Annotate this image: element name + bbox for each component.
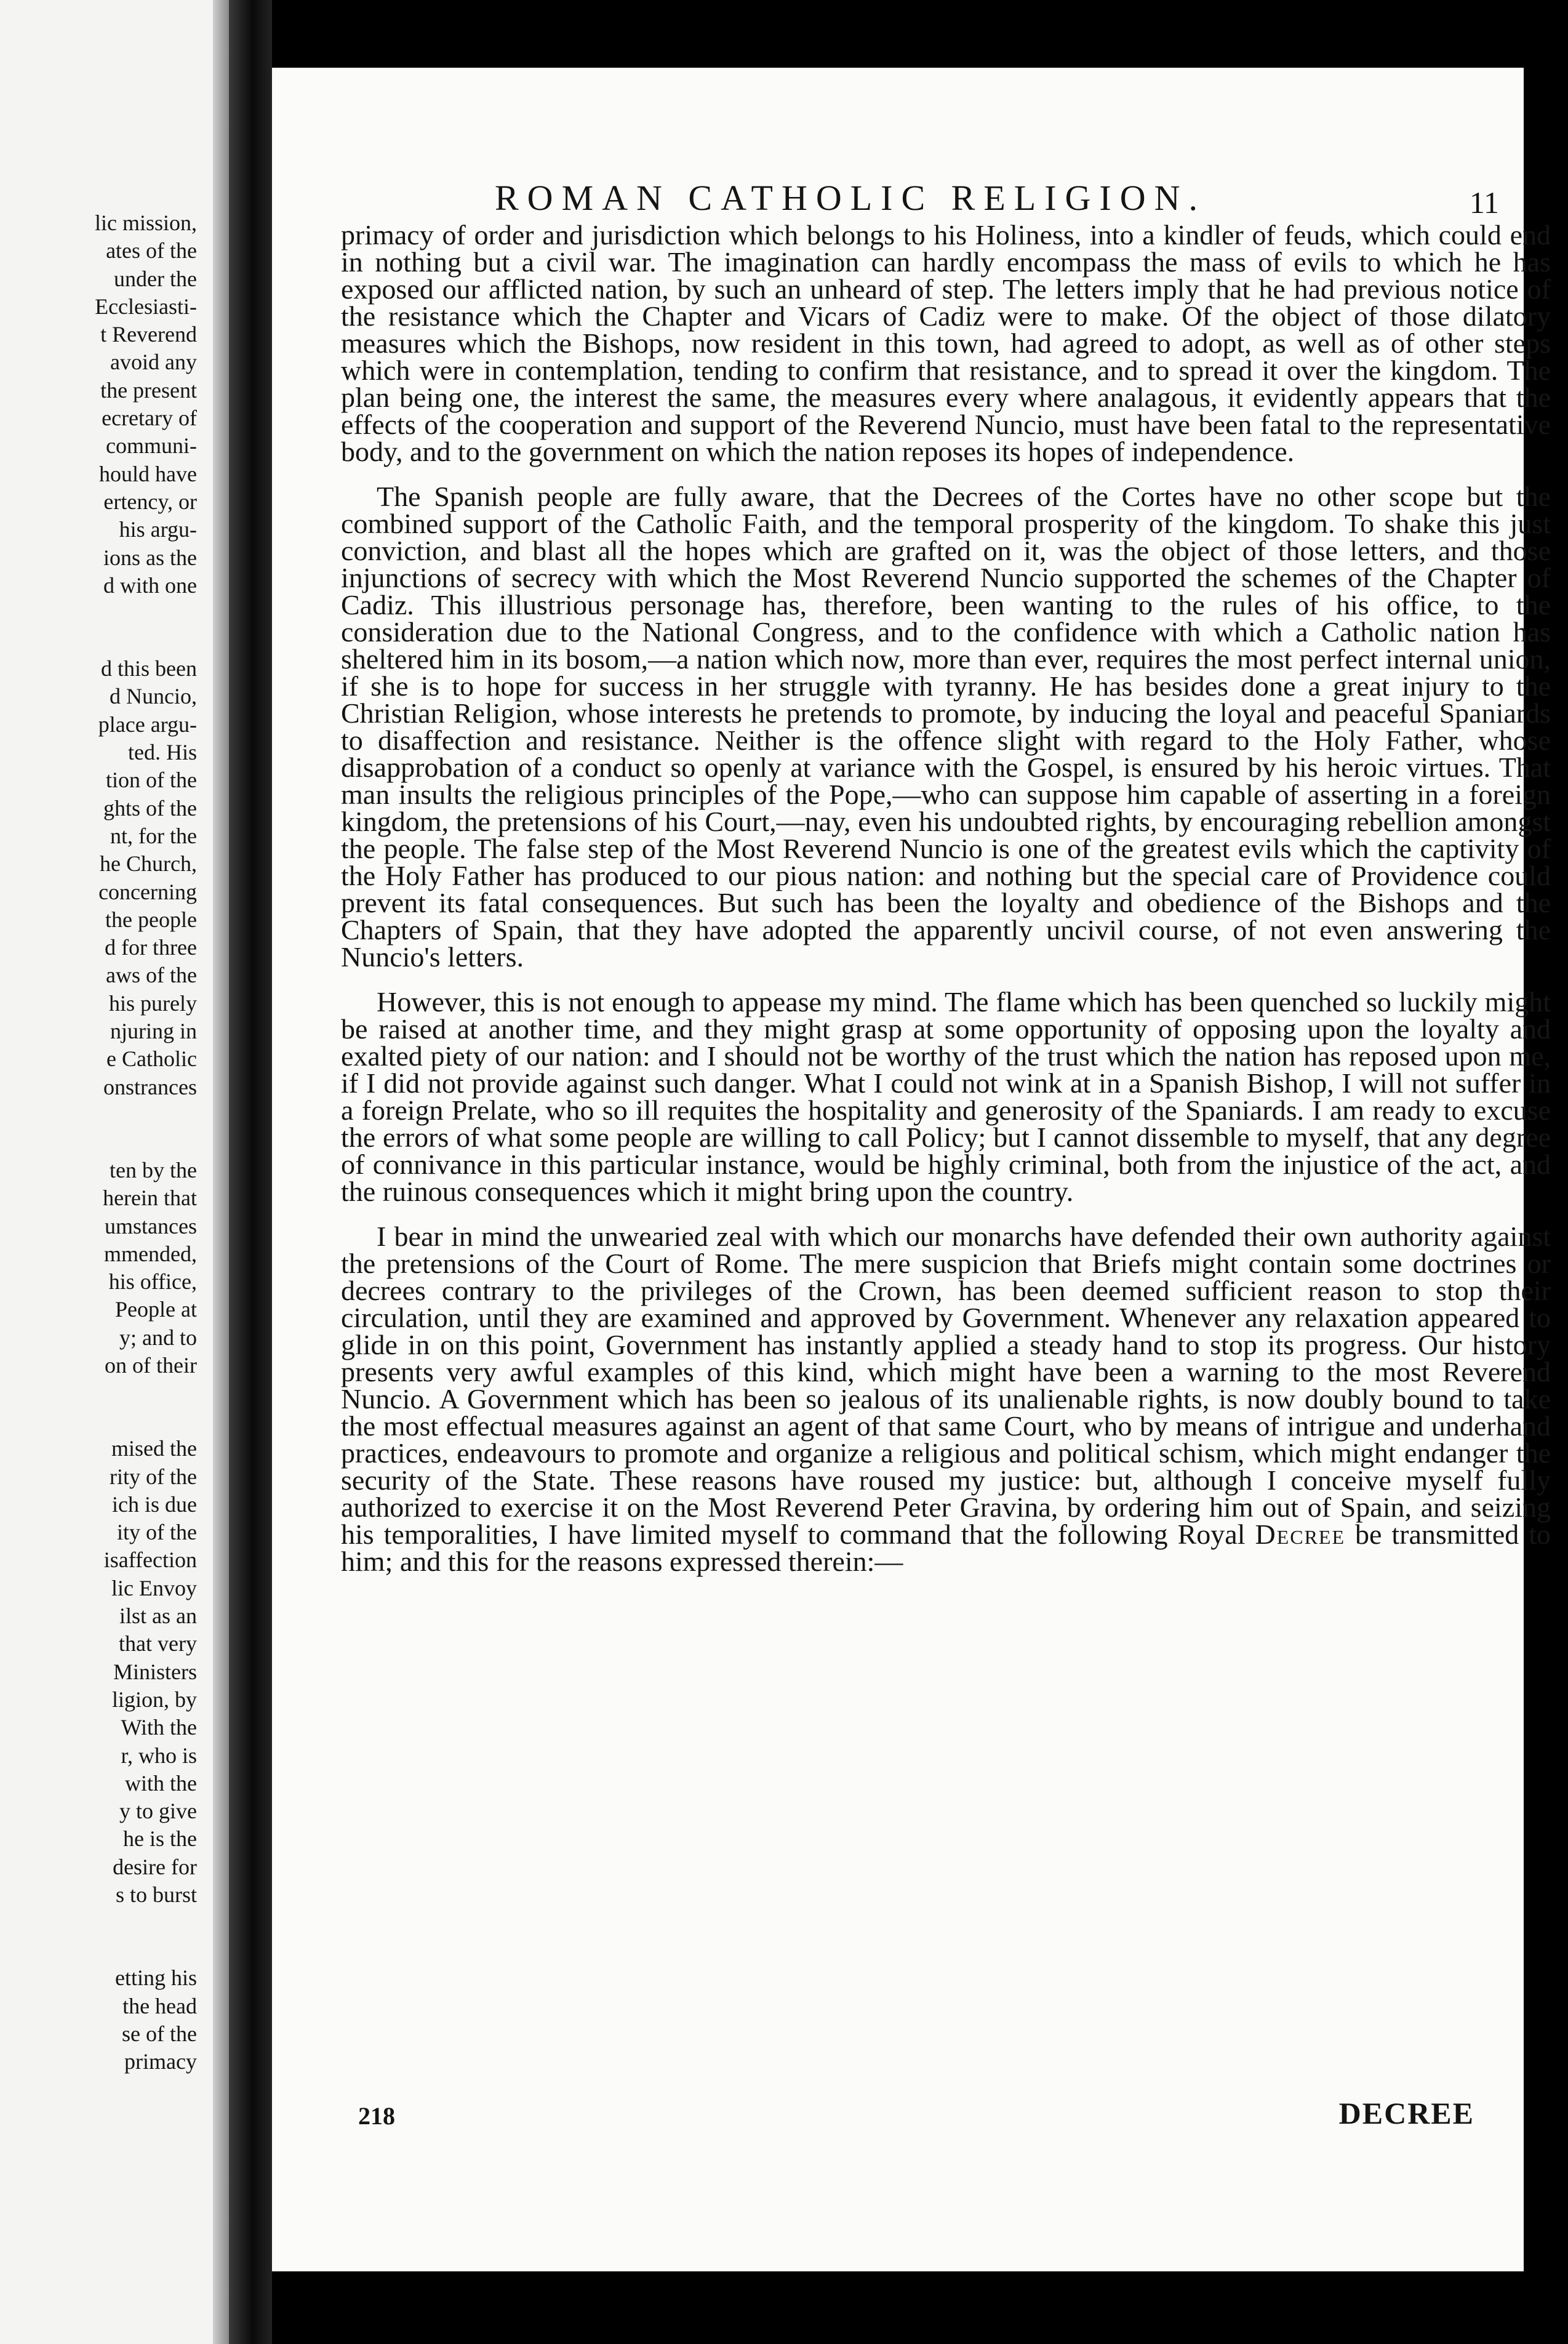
left-line: ity of the xyxy=(117,1520,197,1545)
left-line: d Nuncio, xyxy=(110,684,197,709)
left-line: he Church, xyxy=(100,851,197,877)
left-line: rity of the xyxy=(110,1464,197,1489)
left-line: avoid any xyxy=(110,350,197,375)
top-shadow xyxy=(240,0,1532,68)
left-line: se of the xyxy=(122,2021,197,2046)
signature-mark: 218 xyxy=(358,2102,395,2130)
left-line: r, who is xyxy=(121,1743,197,1768)
left-line: umstances xyxy=(105,1213,197,1238)
left-block-d xyxy=(0,1435,197,1909)
left-line: the present xyxy=(100,377,197,403)
left-line: the head xyxy=(122,1993,197,2018)
left-facing-page xyxy=(0,0,229,2344)
left-line: ghts of the xyxy=(103,795,197,821)
left-line: place argu- xyxy=(98,712,197,737)
paragraph: However, this is not enough to appease my mind. The flame which has been quenched so luckily might be raised at another time, and they might grasp at some opportunity of opposing upon the loyalty and exalted piety of our nation: and I should not be worthy of the trust which the nation has reposed upon me, if I did not provide against such danger. What I could not wink at in a Spanish Bishop, I will not suffer in a foreign Prelate, who so ill requites the hospitality and generosity of the Spaniards. I am ready to excuse the errors of what some people are willing to call Policy; but I cannot dissemble to myself, that any degree of connivance in this particular instance, would be highly criminal, both from the injustice of the act, and the ruinous consequences which it might bring upon the country. xyxy=(341,986,1551,1207)
left-line: his office, xyxy=(108,1269,197,1294)
left-page-edge xyxy=(213,0,229,2344)
left-line: etting his xyxy=(115,1965,197,1991)
right-page xyxy=(272,68,1551,2271)
left-line: aws of the xyxy=(106,963,197,988)
left-line: onstrances xyxy=(103,1074,197,1099)
left-line: isaffection xyxy=(103,1547,197,1573)
left-block-b xyxy=(0,655,197,1101)
left-line: y to give xyxy=(119,1799,197,1824)
left-line: mmended, xyxy=(104,1241,197,1266)
left-line: hould have xyxy=(99,461,197,486)
left-line: ates of the xyxy=(106,238,197,263)
left-line: with the xyxy=(125,1770,197,1796)
left-line: the people xyxy=(105,907,197,932)
left-gap xyxy=(0,1379,197,1435)
left-line: ions as the xyxy=(103,545,197,570)
left-line: ich is due xyxy=(112,1491,197,1517)
left-line: People at xyxy=(115,1297,197,1322)
left-line: d this been xyxy=(101,656,197,681)
left-line: ecretary of xyxy=(102,406,197,431)
left-line: s to burst xyxy=(115,1882,197,1908)
catchword: DECREE xyxy=(1338,2096,1474,2130)
left-line: d with one xyxy=(103,572,197,598)
left-line: With the xyxy=(121,1715,197,1740)
left-block-e xyxy=(0,1964,197,2076)
left-line: ligion, by xyxy=(111,1687,197,1712)
left-line: ertency, or xyxy=(103,489,197,514)
left-block-a xyxy=(0,209,197,600)
paragraph: The Spanish people are fully aware, that the Decrees of the Cortes have no other scope but the combined support of the Catholic Faith, and the temporal prosperity of the kingdom. To shake this just conviction, and blast all the hopes which are grafted on it, was the object of those letters, and those injunctions of secrecy with which the Most Reverend Nuncio supported the schemes of the Chapter of Cadiz. This illustrious personage has, therefore, been wanting to the rules of his office, to the consideration due to the National Congress, and to the confidence with which a Catholic nation has sheltered him in its bosom,—a nation which now, more than ever, requires the most perfect internal union, if she is to hope for success in her struggle with tyranny. He has besides done a great injury to the Christian Religion, whose interests he pretends to promote, by inducing the loyal and peaceful Spaniards to disaffection and resistance. Neither is the offence slight with regard to the Holy Father, whose disapprobation of a conduct so openly at variance with the Gospel, is ensured by his heroic virtues. That man insults the religious principles of the Pope,—who can suppose him capable of asserting in a foreign kingdom, the pretensions of his Court,—nay, even his undoubted rights, by encouraging rebellion amongst the people. The false step of the Most Reverend Nuncio is one of the greatest evils which the captivity of the Holy Father has produced to our pious nation: and nothing but the special care of Providence could prevent its fatal consequences. But such has been the loyalty and obedience of the Bishops and the Chapters of Spain, that they have adopted the apparently uncivil course, of not even answering the Nuncio's letters. xyxy=(341,481,1551,973)
paragraph-text: I bear in mind the unwearied zeal with which our monarchs have defended their own authority against the pretensions of the Court of Rome. The mere suspicion that Briefs might contain some doctrines or decrees contrary to the privileges of the Crown, has been deemed sufficient reason to stop their circulation, until they are examined and approved by Government. Whenever any relaxation appeared to glide in on this point, Government has instantly applied a steady hand to stop its progress. Our history presents very awful examples of this kind, which might have been a warning to the most Reverend Nuncio. A Government which has been so jealous of its unalienable rights, is now doubly bound to take the most effectual measures against an agent of that same Court, who by means of intrigue and underhand practices, endeavours to promote and organize a religious and political schism, which might endanger the security of the State. These reasons have roused my justice: but, although I conceive myself fully authorized to exercise it on the Most Reverend Peter Gravina, by ordering him out of Spain, and seizing his temporalities, I have limited myself to command that the following Royal xyxy=(341,1221,1551,1550)
running-title: ROMAN CATHOLIC RELIGION. xyxy=(495,178,1207,218)
left-line: Ministers xyxy=(113,1659,197,1684)
left-gap xyxy=(0,1909,197,1964)
left-line: nt, for the xyxy=(110,823,197,848)
left-line: under the xyxy=(114,266,197,291)
left-line: ted. His xyxy=(128,740,197,765)
left-line: t Reverend xyxy=(100,322,197,347)
left-page-text xyxy=(0,209,197,2076)
left-block-c xyxy=(0,1157,197,1379)
left-line: that very xyxy=(119,1631,197,1656)
left-line: desire for xyxy=(113,1854,197,1879)
left-line: e Catholic xyxy=(106,1046,197,1072)
left-line: his purely xyxy=(109,990,197,1016)
decree-word: Decree xyxy=(1255,1519,1346,1550)
left-line: concerning xyxy=(98,879,197,904)
left-line: communi- xyxy=(106,433,197,459)
left-line: tion of the xyxy=(106,768,197,793)
left-line: mised the xyxy=(111,1436,197,1461)
left-line: d for three xyxy=(105,935,197,960)
left-line: he is the xyxy=(123,1826,197,1852)
left-gap xyxy=(0,1101,197,1157)
left-line: his argu- xyxy=(119,517,197,542)
left-line: herein that xyxy=(103,1186,197,1211)
left-gap xyxy=(0,600,197,655)
left-line: njuring in xyxy=(110,1019,197,1044)
left-line: lic mission, xyxy=(94,211,197,235)
left-line: primacy xyxy=(124,2049,197,2074)
left-line: ilst as an xyxy=(119,1603,197,1629)
left-line: ten by the xyxy=(110,1157,197,1182)
paragraph xyxy=(341,1223,1551,1575)
left-line: lic Envoy xyxy=(111,1575,197,1600)
left-line: y; and to xyxy=(119,1325,197,1350)
left-line: Ecclesiasti- xyxy=(95,294,197,319)
left-line: on of their xyxy=(105,1352,197,1378)
body-text xyxy=(341,219,1551,1593)
page-number: 11 xyxy=(1469,185,1499,220)
paragraph-tail: be transmitted to him; and this for the reasons expressed therein:— xyxy=(341,1519,1551,1577)
paragraph: primacy of order and jurisdiction which belongs to his Holiness, into a kindler of feuds, which could end in nothing but a civil war. The imagination can hardly encompass the mass of evils to which he has exposed our afflicted nation, by such an unheard of step. The letters imply that he had previous notice of the resistance which the Chapter and Vicars of Cadiz were to make. Of the object of those dilatory measures which the Bishops, now resident in this town, had agreed to adopt, as well as of other steps which were in contemplation, tending to confirm that resistance, and to spread it over the kingdom. The plan being one, the interest the same, the measures every where analagous, it evidently appears that the effects of the cooperation and support of the Reverend Nuncio, must have been fatal to the representative body, and to the government on which the nation reposes its hopes of independence. xyxy=(341,219,1551,467)
book-gutter xyxy=(229,0,272,2344)
